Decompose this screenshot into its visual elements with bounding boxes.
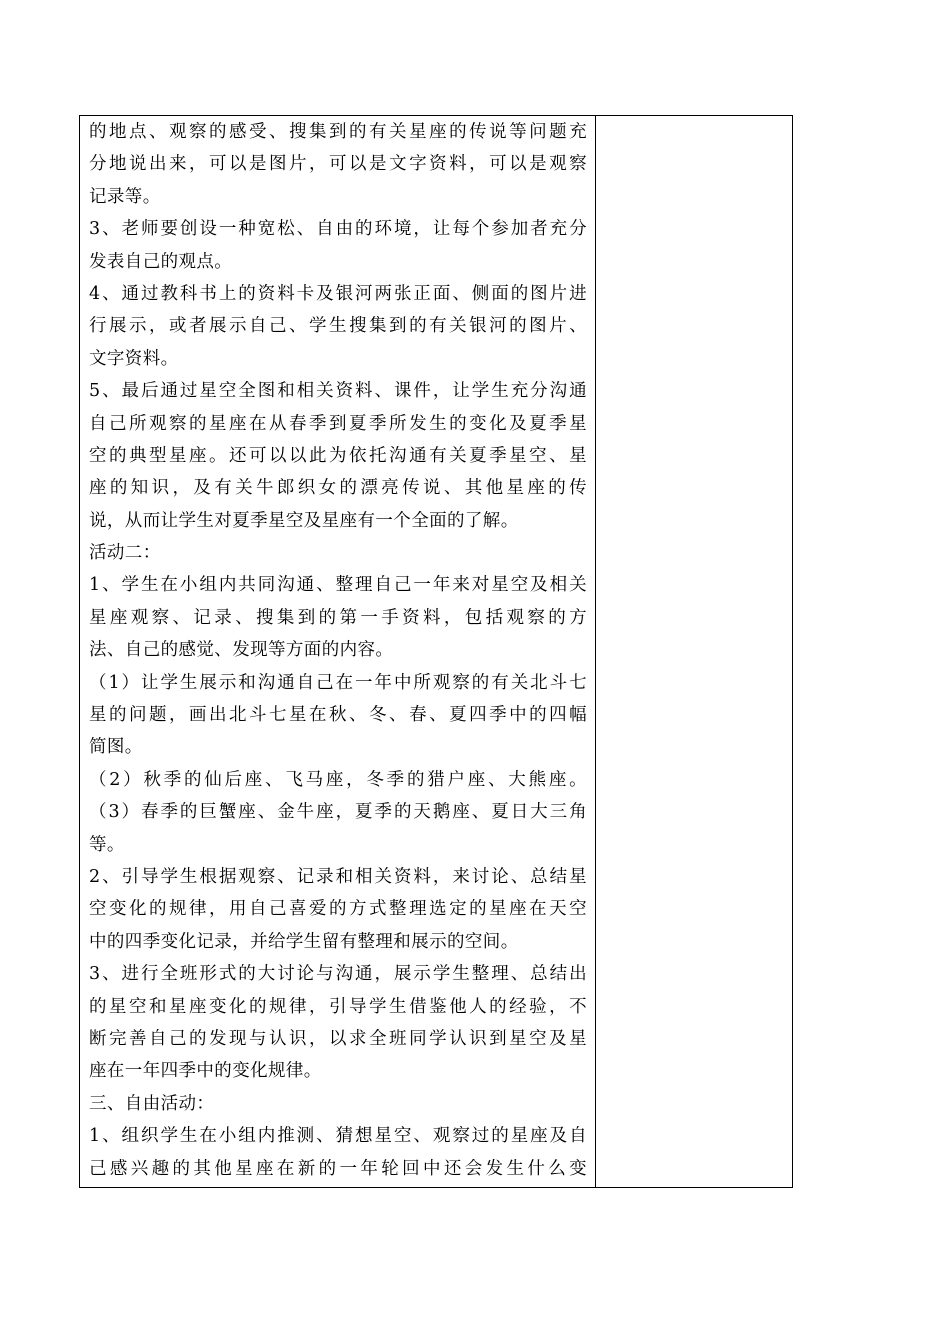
text-line: 活动二： [89, 543, 161, 564]
text-line: 3、进行全班形式的大讨论与沟通，展示学生整理、总结出 [89, 964, 587, 985]
text-line: 星座观察、记录、搜集到的第一手资料，包括观察的方 [89, 607, 587, 628]
text-line: 4、通过教科书上的资料卡及银河两张正面、侧面的图片进 [89, 283, 587, 304]
text-line: 的星空和星座变化的规律，引导学生借鉴他人的经验，不 [89, 996, 587, 1017]
text-line: 断完善自己的发现与认识，以求全班同学认识到星空及星 [89, 1028, 587, 1049]
lesson-plan-table [79, 115, 793, 1188]
text-line: 三、自由活动： [89, 1093, 215, 1114]
text-line: 法、自己的感觉、发现等方面的内容。 [89, 640, 394, 661]
text-line: 自己所观察的星座在从春季到夏季所发生的变化及夏季星 [89, 413, 587, 434]
lesson-content-cell [80, 116, 595, 1187]
text-line: （2）秋季的仙后座、飞马座，冬季的猎户座、大熊座。 [89, 769, 587, 790]
text-line: 分地说出来，可以是图片，可以是文字资料，可以是观察 [89, 154, 587, 175]
text-line: 中的四季变化记录，并给学生留有整理和展示的空间。 [89, 931, 519, 952]
notes-cell [596, 116, 792, 1187]
text-line: 记录等。 [89, 186, 161, 207]
text-line: 座的知识，及有关牛郎织女的漂亮传说、其他星座的传 [89, 478, 587, 499]
text-line: 等。 [89, 834, 125, 855]
text-line: 1、学生在小组内共同沟通、整理自己一年来对星空及相关 [89, 575, 587, 596]
text-line: 5、最后通过星空全图和相关资料、课件，让学生充分沟通 [89, 381, 587, 402]
text-line: 说，从而让学生对夏季星空及星座有一个全面的了解。 [89, 510, 519, 531]
text-line: 行展示，或者展示自己、学生搜集到的有关银河的图片、 [89, 316, 587, 337]
text-line: 座在一年四季中的变化规律。 [89, 1061, 322, 1082]
text-line: （3）春季的巨蟹座、金牛座，夏季的天鹅座、夏日大三角 [89, 802, 587, 823]
text-line: 己感兴趣的其他星座在新的一年轮回中还会发生什么变 [89, 1158, 587, 1179]
text-line: （1）让学生展示和沟通自己在一年中所观察的有关北斗七 [89, 672, 587, 693]
text-line: 文字资料。 [89, 348, 179, 369]
text-line: 简图。 [89, 737, 143, 758]
text-line: 发表自己的观点。 [89, 251, 233, 272]
text-line: 3、老师要创设一种宽松、自由的环境，让每个参加者充分 [89, 219, 587, 240]
text-line: 空变化的规律，用自己喜爱的方式整理选定的星座在天空 [89, 899, 587, 920]
text-line: 的地点、观察的感受、搜集到的有关星座的传说等问题充 [89, 122, 587, 142]
text-line: 1、组织学生在小组内推测、猜想星空、观察过的星座及自 [89, 1126, 587, 1147]
text-line: 星的问题，画出北斗七星在秋、冬、春、夏四季中的四幅 [89, 705, 587, 726]
text-line: 空的典型星座。还可以以此为依托沟通有关夏季星空、星 [89, 445, 587, 466]
text-line: 2、引导学生根据观察、记录和相关资料，来讨论、总结星 [89, 866, 587, 887]
